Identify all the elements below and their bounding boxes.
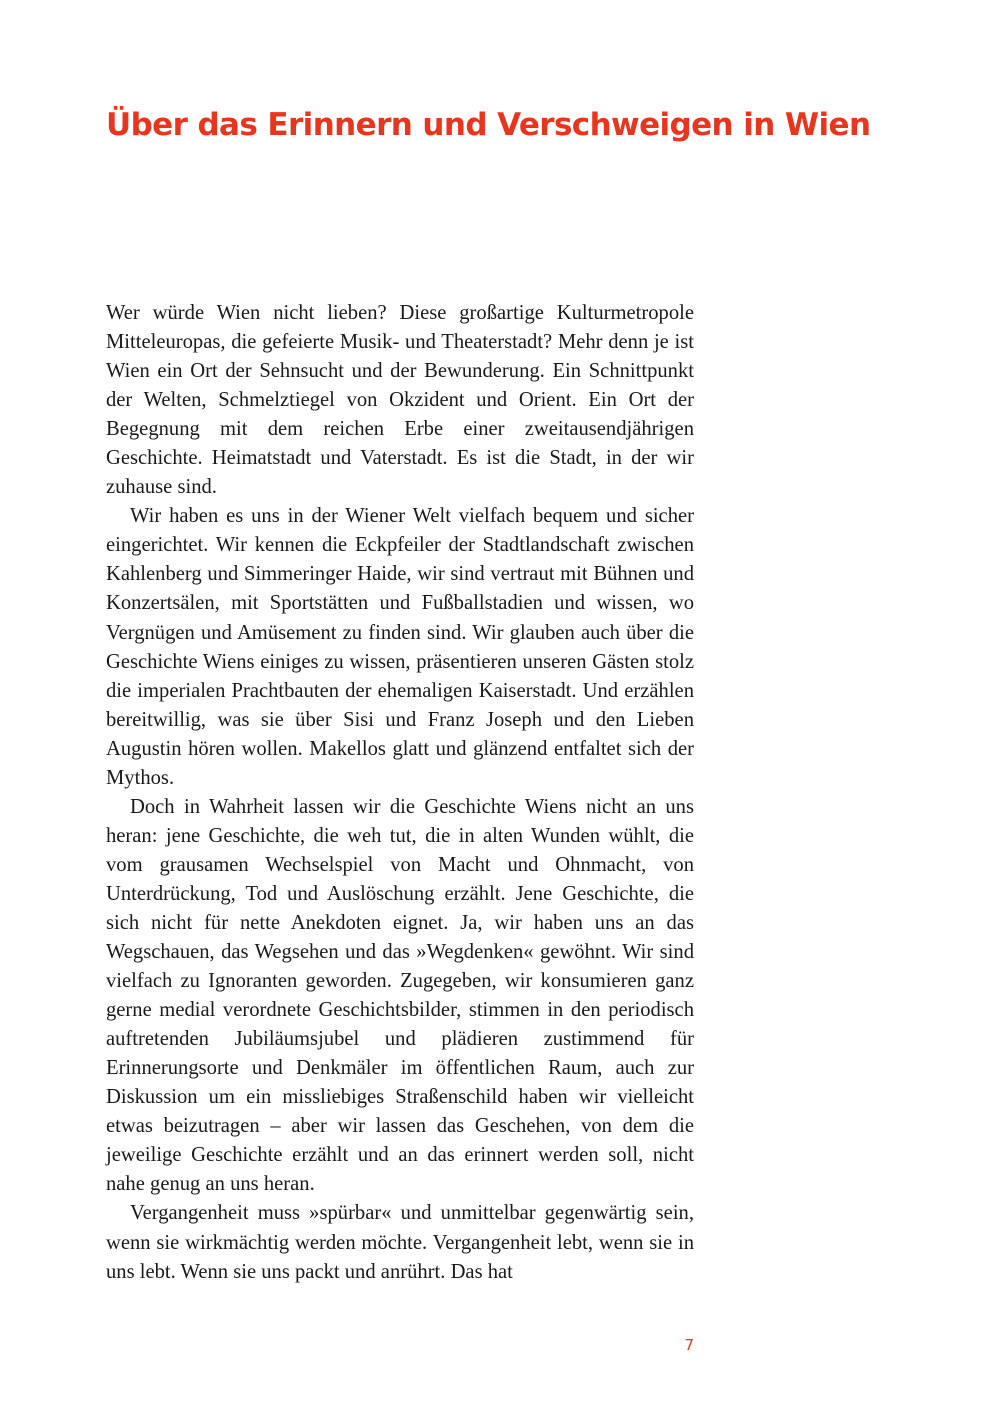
page-number: 7 bbox=[684, 1336, 694, 1354]
chapter-title: Über das Erinnern und Verschweigen in Wien bbox=[106, 107, 871, 143]
paragraph-3: Doch in Wahrheit lassen wir die Geschichte Wiens nicht an uns heran: jene Geschichte, die weh tut, die in alten Wunden wühlt, die vom grausamen Wechselspiel von Macht und Ohnmacht, von Unterdrückung, Tod und Auslöschung erzählt. Jene Geschichte, die sich nicht für nette Anekdoten eignet. Ja, wir haben uns an das Wegschauen, das Wegsehen und das »Wegdenken« gewöhnt. Wir sind vielfach zu Ignoranten geworden. Zugegeben, wir konsumieren ganz gerne medial verordnete Geschichtsbilder, stimmen in den periodisch auftretenden Jubiläumsjubel und plädieren zustimmend für Erinnerungsorte und Denkmäler im öffentlichen Raum, auch zur Diskussion um ein missliebiges Straßenschild haben wir vielleicht etwas beizutragen – aber wir lassen das Geschehen, von dem die jeweilige Geschichte erzählt und an das erinnert werden soll, nicht nahe genug an uns heran. bbox=[106, 795, 694, 1196]
paragraph-1: Wer würde Wien nicht lieben? Diese großartige Kulturmetropole Mitteleuropas, die gefeierte Musik- und Theaterstadt? Mehr denn je ist Wien ein Ort der Sehnsucht und der Bewunderung. Ein Schnittpunkt der Welten, Schmelztiegel von Okzident und Orient. Ein Ort der Begegnung mit dem reichen Erbe einer zweitausendjährigen Geschichte. Heimatstadt und Vaterstadt. Es ist die Stadt, in der wir zuhause sind. bbox=[106, 302, 694, 499]
body-text bbox=[106, 299, 694, 1287]
paragraph-4: Vergangenheit muss »spürbar« und unmittelbar gegenwärtig sein, wenn sie wirkmächtig werden möchte. Vergangenheit lebt, wenn sie in uns lebt. Wenn sie uns packt und anrührt. Das hat bbox=[106, 1202, 694, 1283]
paragraph-2: Wir haben es uns in der Wiener Welt vielfach bequem und sicher eingerichtet. Wir kennen die Eckpfeiler der Stadtlandschaft zwischen Kahlenberg und Simmeringer Haide, wir sind vertraut mit Bühnen und Konzertsälen, mit Sportstätten und Fußballstadien und wissen, wo Vergnügen und Amüsement zu finden sind. Wir glauben auch über die Geschichte Wiens einiges zu wissen, präsentieren unseren Gästen stolz die imperialen Prachtbauten der ehemaligen Kaiserstadt. Und erzählen bereitwillig, was sie über Sisi und Franz Joseph und den Lieben Augustin hören wollen. Makellos glatt und glänzend entfaltet sich der Mythos. bbox=[106, 505, 694, 789]
